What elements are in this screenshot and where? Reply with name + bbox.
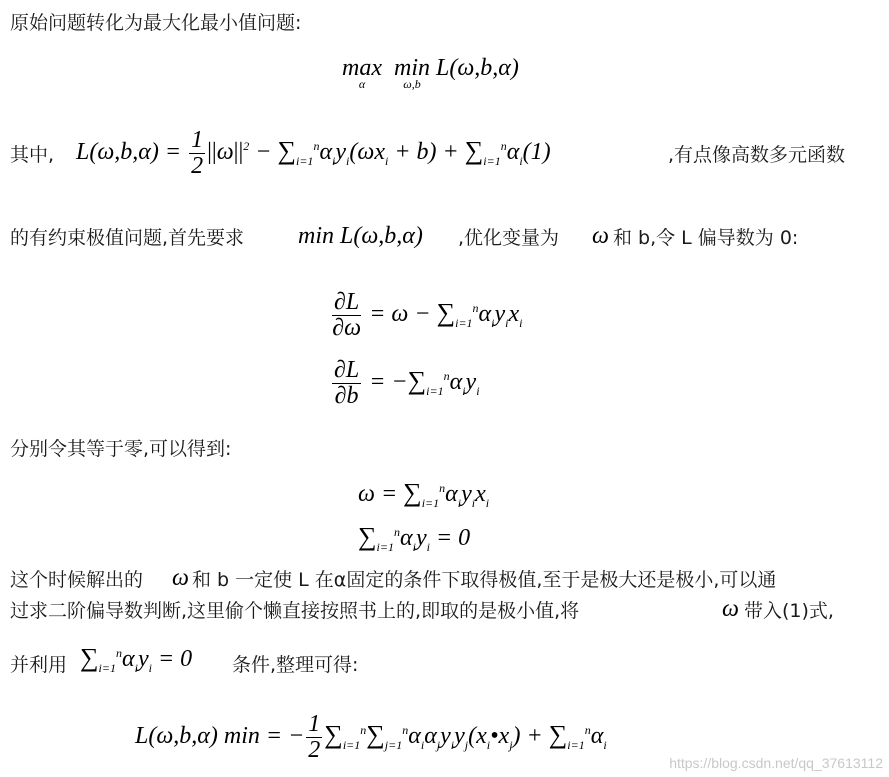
equation-min-L: min L(ω,b,α)	[298, 223, 423, 249]
constraint-line-suffix: 和 b,令 L 偏导数为 0:	[613, 227, 799, 249]
lagrangian-line-prefix: 其中,	[10, 144, 55, 166]
equation-max-min: max α min ω,b L(ω,b,α)	[342, 55, 519, 91]
equation-omega-result: $\omega = \sum_{i=1}^n\alpha_iy_ix_i$	[358, 478, 490, 510]
equation-partial-omega: $\frac{\partial L}{\partial\omega}$ = $\omega - \sum_{i=1}^n\alpha_iy_ix_i$	[332, 289, 523, 342]
explain-line3-suffix: 条件,整理可得:	[232, 654, 359, 676]
constraint-line-prefix: 的有约束极值问题,首先要求	[10, 227, 245, 249]
equation-inline-constraint: $\sum_{i=1}^n\alpha_iy_i = 0$	[80, 643, 193, 675]
intro-text: 原始问题转化为最大化最小值问题:	[10, 12, 302, 34]
lagrangian-line-suffix: ,有点像高数多元函数	[668, 144, 846, 166]
explain-line3-prefix: 并利用	[10, 654, 68, 676]
explain-line1-suffix: 和 b 一定使 L 在α固定的条件下取得极值,至于是极大还是极小,可以通	[192, 569, 777, 591]
omega-symbol: ω	[172, 565, 189, 591]
watermark: https://blog.csdn.net/qq_37613112	[669, 755, 883, 771]
explain-line1-prefix: 这个时候解出的	[10, 569, 144, 591]
omega-symbol: ω	[592, 223, 609, 249]
omega-symbol: ω	[722, 596, 739, 622]
set-zero-text: 分别令其等于零,可以得到:	[10, 438, 232, 460]
explain-line2-prefix: 过求二阶偏导数判断,这里偷个懒直接按照书上的,即取的是极小值,将	[10, 600, 580, 622]
equation-constraint-zero: $\sum_{i=1}^n\alpha_iy_i = 0$	[358, 522, 471, 554]
equation-final-dual: L(ω,b,α) min = − $\frac{1}{2}$ $\sum_{i=1}^n\sum_{j=1}^n\alpha_i\alpha_jy_iy_j(x_i•x_j) + \sum_{i=1}^n\alpha_i$	[135, 711, 607, 764]
explain-line2-suffix: 带入(1)式,	[744, 600, 834, 622]
constraint-line-mid: ,优化变量为	[458, 227, 560, 249]
equation-lagrangian: L(ω,b,α) = $\frac{1}{2}$ $||\omega||^2 - \sum_{i=1}^n\alpha_iy_i(\omega x_i + b) + \sum_{i=1}^n\alpha_i(1)$	[76, 127, 551, 180]
equation-partial-b: $\frac{\partial L}{\partial b}$ = $-\sum_{i=1}^n\alpha_iy_i$	[334, 357, 480, 410]
